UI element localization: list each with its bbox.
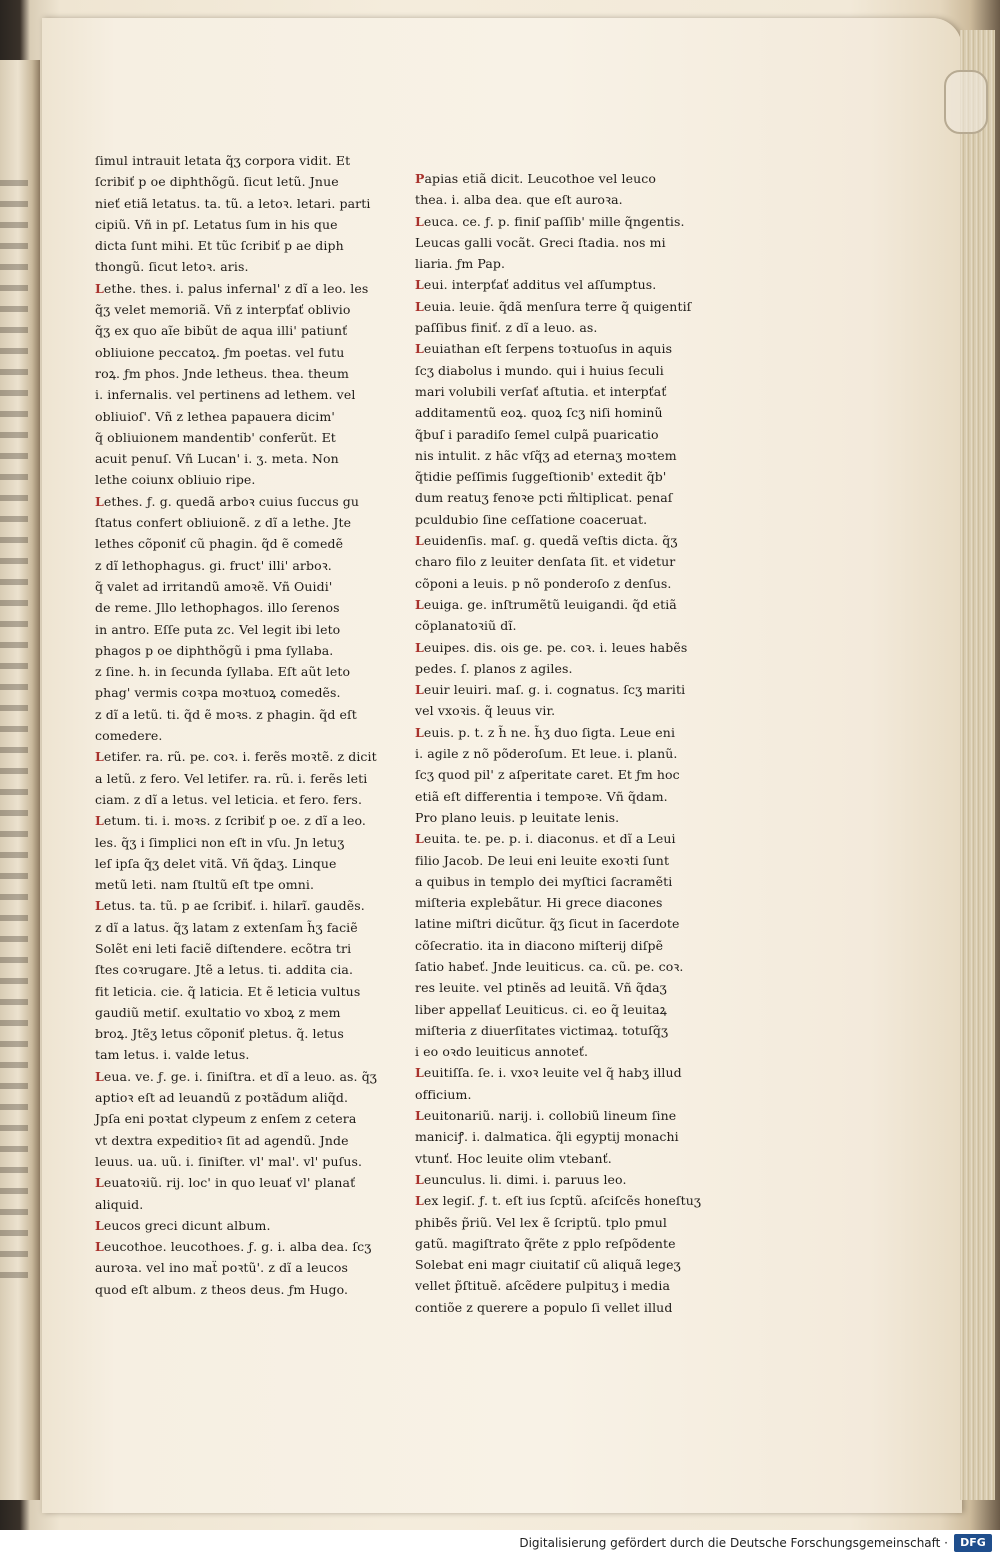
text-line: Leuitiſſa. ſe. i. vxoꝛ leuite vel q̃ habʒ illud (415, 1065, 682, 1081)
text-line: leuus. ua. uũ. i. ſiniſter. vl' mal'. vl' puſus. (95, 1153, 363, 1169)
text-line: obliuione peccatoꝝ. ƒm poetas. vel futu (95, 344, 345, 360)
text-line: vellet p̃ſtituẽ. aſcẽdere pulpituʒ i media (415, 1278, 671, 1294)
text-line: Letifer. ra. rũ. pe. coꝛ. i. ferẽs moꝛtẽ. z dicit (95, 749, 377, 765)
text-line: leſ ipſa q̃ʒ delet vitã. Vñ q̃daʒ. Linque (95, 855, 337, 871)
text-line: z dĩ a latus. q̃ʒ latam z extenſam h̃ʒ faciẽ (95, 919, 358, 935)
text-line: roꝝ. ƒm phos. Jnde letheus. thea. theum (95, 365, 349, 381)
text-line: quod eſt album. z theos deus. ƒm Hugo. (95, 1281, 349, 1297)
text-line: Leuatoꝛiũ. rij. loc' in quo leuať vl' planať (95, 1175, 356, 1191)
text-line: filio Jacob. De leui eni leuite exoꝛti ſunt (415, 852, 670, 868)
text-line: Lex legiſ. ƒ. t. eſt ius ſcptũ. aſciſcẽs honeſtuʒ (415, 1193, 701, 1209)
text-line: ciam. z dĩ a letus. vel leticia. et fero. fers. (95, 791, 363, 807)
text-line: metũ leti. nam ſtultũ eſt tpe omni. (95, 877, 315, 893)
text-line: phibẽs p̃riũ. Vel lex ẽ ſcriptũ. tplo pmul (415, 1214, 667, 1230)
text-line: cõplanatoꝛiũ dĩ. (415, 618, 517, 634)
text-line: q̃ʒ ex quo aĩe bibũt de aqua illi' patiunť (95, 323, 348, 339)
text-line: latine miſtri dicũtur. q̃ʒ ſicut in ſacerdote (415, 916, 680, 932)
text-line: ſcribiť p oe diphthõgũ. ſicut letũ. Jnue (95, 174, 339, 190)
text-line: Leui. interpťať additus vel aſſumptus. (415, 277, 657, 293)
right-text-column (415, 168, 715, 1315)
text-line: obliuioſ'. Vñ z lethea papauera dicim' (95, 408, 335, 424)
text-line: Leunculus. li. dimi. i. paruus leo. (415, 1171, 627, 1187)
text-line: i. agile z nõ põderoſum. Et leue. i. planũ. (415, 746, 678, 762)
text-line: in antro. Eſſe puta zc. Vel legit ibi leto (95, 621, 341, 637)
text-line: aptioꝛ eſt ad leuandũ z poꝛtãdum aliq̃d. (95, 1090, 349, 1106)
text-line: Leucothoe. leucothoes. ƒ. g. i. alba dea. ſcʒ (95, 1239, 372, 1255)
previous-page-text-fragments (0, 180, 28, 1280)
text-line: aliquid. (95, 1196, 144, 1212)
text-line: Leuiga. ge. inſtrumẽtũ leuigandi. q̃d etiã (415, 596, 677, 612)
text-line: mari volubili verſať aſtutia. et interpťať (415, 383, 667, 399)
text-line: Solebat eni magr ciuitatiſ cũ aliquã legeʒ (415, 1257, 681, 1273)
text-line: tam letus. i. valde letus. (95, 1047, 250, 1063)
text-line: vel vxoꝛis. q̃ leuus vir. (415, 703, 556, 719)
text-line: les. q̃ʒ i ſimplici non eſt in vſu. Jn letuʒ (95, 834, 345, 850)
page-edges (960, 30, 995, 1500)
text-line: z dĩ a letũ. ti. q̃d ẽ moꝛs. z phagin. q̃d eſt (95, 706, 357, 722)
text-line: Leuia. leuie. q̃dã menſura terre q̃ quigentiſ (415, 298, 692, 314)
text-line: Leuis. p. t. z h̃ ne. h̃ʒ duo ſigta. Leue eni (415, 724, 676, 740)
text-line: miſteria z diuerſitates victimaꝝ. totuſq̃ʒ (415, 1022, 669, 1038)
text-line: phagos p oe diphthõgũ i pma ſyllaba. (95, 642, 334, 658)
text-line: lethe coiunx obliuio ripe. (95, 472, 256, 488)
text-line: q̃ʒ velet memoriã. Vñ z interpťať oblivio (95, 302, 351, 318)
text-line: q̃ valet ad irritandũ amoꝛẽ. Vñ Ouidi' (95, 578, 333, 594)
text-line: q̃buſ i paradiſo ſemel culpã puaricatio (415, 426, 659, 442)
text-line: nieť etiã letatus. ta. tũ. a letoꝛ. letari. parti (95, 195, 371, 211)
text-line: nis intulit. z hãc vſq̃ʒ ad eternaʒ moꝛtem (415, 447, 677, 463)
text-line: ſatio habeť. Jnde leuiticus. ca. cũ. pe. coꝛ. (415, 958, 684, 974)
page-clip (944, 70, 988, 134)
text-line: additamentũ eoꝝ. quoꝝ ſcʒ niſi hominũ (415, 405, 663, 421)
text-line: q̃tidie peſſimis ſuggeſtionib' extedit q̃b' (415, 469, 667, 485)
text-line: Leucas galli vocãt. Greci ſtadia. nos mi (415, 234, 666, 250)
text-line: Jpſa eni poꝛtat clypeum z enſem z cetera (95, 1111, 357, 1127)
text-line: de reme. Jllo lethophagos. illo ſerenos (95, 600, 340, 616)
previous-page-gutter (0, 60, 40, 1500)
text-line: maniciꝭ. i. dalmatica. q̃li egyptij monachi (415, 1129, 679, 1145)
text-line: Leucos greci dicunt album. (95, 1217, 271, 1233)
text-line: Letus. ta. tũ. p ae ſcribiť. i. hilarĩ. gaudẽs. (95, 898, 365, 914)
text-line: ſtatus confert obliuionẽ. z dĩ a lethe. Jte (95, 515, 352, 531)
text-line: broꝝ. Jtẽʒ letus cõponiť pletus. q̃. letus (95, 1026, 344, 1042)
text-line: fit leticia. cie. q̃ laticia. Et ẽ leticia vultus (95, 983, 361, 999)
text-line: contiõe z querere a populo ſi vellet illud (415, 1299, 673, 1315)
text-line: Leuipes. dis. ois ge. pe. coꝛ. i. leues habẽs (415, 639, 688, 655)
text-line: Leuidenſis. maſ. g. quedã veſtis dicta. q̃ʒ (415, 533, 678, 549)
text-line: z ſine. h. in ſecunda ſyllaba. Eſt aũt leto (95, 664, 351, 680)
text-line: res leuite. vel ptinẽs ad leuitã. Vñ q̃daʒ (415, 980, 667, 996)
text-line: thea. i. alba dea. que eſt auroꝛa. (415, 192, 623, 208)
text-line: a letũ. z fero. Vel letifer. ra. rũ. i. ferẽs leti (95, 770, 368, 786)
funding-credit: Digitalisierung gefördert durch die Deutsche Forschungsgemeinschaft · (519, 1536, 948, 1550)
text-line: z dĩ lethophagus. gi. fruct' illi' arboꝛ. (95, 557, 332, 573)
dfg-logo: DFG (954, 1534, 992, 1552)
text-line: ſimul intrauit letata q̃ʒ corpora vidit. Et (95, 153, 351, 168)
text-line: charo filo z leuiter denſata ſit. et videtur (415, 554, 676, 570)
text-line: a quibus in templo dei myſtici ſacramẽti (415, 873, 673, 889)
text-line: gatũ. magiſtrato q̃rẽte z pplo reſpõdente (415, 1235, 676, 1251)
text-line: gaudiũ metiſ. exultatio vo xboꝝ z mem (95, 1004, 341, 1020)
left-text-column (95, 150, 380, 1297)
text-line: Leuita. te. pe. p. i. diaconus. et dĩ a Leui (415, 831, 676, 847)
text-line: phag' vermis coꝛpa moꝛtuoꝝ comedẽs. (95, 685, 341, 701)
text-line: paſſibus finiť. z dĩ a leuo. as. (415, 320, 598, 336)
text-line: lethes cõponiť cũ phagin. q̃d ẽ comedẽ (95, 536, 344, 552)
text-line: Papias etiã dicit. Leucothoe vel leuco (415, 171, 656, 186)
text-line: auroꝛa. vel ino maẗ poꝛtũ'. z dĩ a leucos (95, 1260, 348, 1276)
text-line: etiã eſt differentia i tempoꝛe. Vñ q̃dam. (415, 788, 668, 804)
footer-bar (0, 1530, 1000, 1557)
text-line: Leuitonariũ. narij. i. collobiũ lineum ſine (415, 1108, 677, 1124)
text-line: ſtes coꝛrugare. Jtẽ a letus. ti. addita cia. (95, 962, 354, 978)
text-line: vtunť. Hoc leuite olim vtebanť. (415, 1150, 612, 1166)
text-line: cõſecratio. ita in diacono miſterij diſpẽ (415, 937, 664, 953)
text-line: dicta ſunt mihi. Et tũc ſcribiť p ae diph (95, 238, 344, 254)
text-line: vt dextra expeditioꝛ ſit ad agendũ. Jnde (95, 1132, 349, 1148)
text-line: Leuca. ce. ƒ. p. finiſ paſſib' mille q̃ngentis. (415, 213, 685, 229)
text-line: i. infernalis. vel pertinens ad lethem. vel (95, 387, 356, 403)
text-line: pedes. ſ. planos z agiles. (415, 660, 573, 676)
text-line: pculdubio ſine ceſſatione coaceruat. (415, 511, 648, 527)
text-line: thongũ. ſicut letoꝛ. aris. (95, 259, 249, 275)
text-line: dum reatuʒ fenoꝛe pcti m̃ltiplicat. penaſ (415, 490, 673, 506)
text-line: liaria. ƒm Pap. (415, 256, 506, 272)
text-line: cipiũ. Vñ in pſ. Letatus ſum in his que (95, 216, 338, 232)
text-line: ſcʒ diabolus i mundo. qui i huius ſeculi (415, 362, 664, 378)
text-line: Lethes. ƒ. g. quedã arboꝛ cuius ſuccus gu (95, 493, 360, 509)
text-line: q̃ obliuionem mandentib' conferũt. Et (95, 429, 336, 445)
text-line: ſcʒ quod pil' z aſperitate caret. Et ƒm hoc (415, 767, 680, 783)
text-line: acuit penuſ. Vñ Lucan' i. ʒ. meta. Non (95, 451, 339, 467)
text-line: comedere. (95, 728, 163, 744)
text-line: Letum. ti. i. moꝛs. z ſcribiť p oe. z dĩ a leo. (95, 813, 366, 829)
text-line: Leua. ve. ƒ. ge. i. ſiniſtra. et dĩ a leuo. as. q̃ʒ (95, 1068, 377, 1084)
text-line: Leuiathan eſt ſerpens toꝛtuoſus in aquis (415, 341, 673, 357)
text-line: Lethe. thes. i. palus infernal' z dĩ a leo. les (95, 280, 369, 296)
text-line: officium. (415, 1086, 472, 1102)
text-line: cõponi a leuis. p nõ ponderoſo z denſus. (415, 575, 672, 591)
text-line: i eo oꝛdo leuiticus annoteť. (415, 1044, 589, 1060)
text-line: Pro plano leuis. p leuitate lenis. (415, 809, 620, 825)
text-line: miſteria explebãtur. Hi grece diacones (415, 895, 663, 911)
text-line: liber appellať Leuiticus. ci. eo q̃ leuitaꝝ (415, 1001, 667, 1017)
text-line: Leuir leuiri. maſ. g. i. cognatus. ſcʒ mariti (415, 682, 686, 698)
text-line: Solẽt eni leti faciẽ diſtendere. ecõtra tri (95, 940, 352, 956)
